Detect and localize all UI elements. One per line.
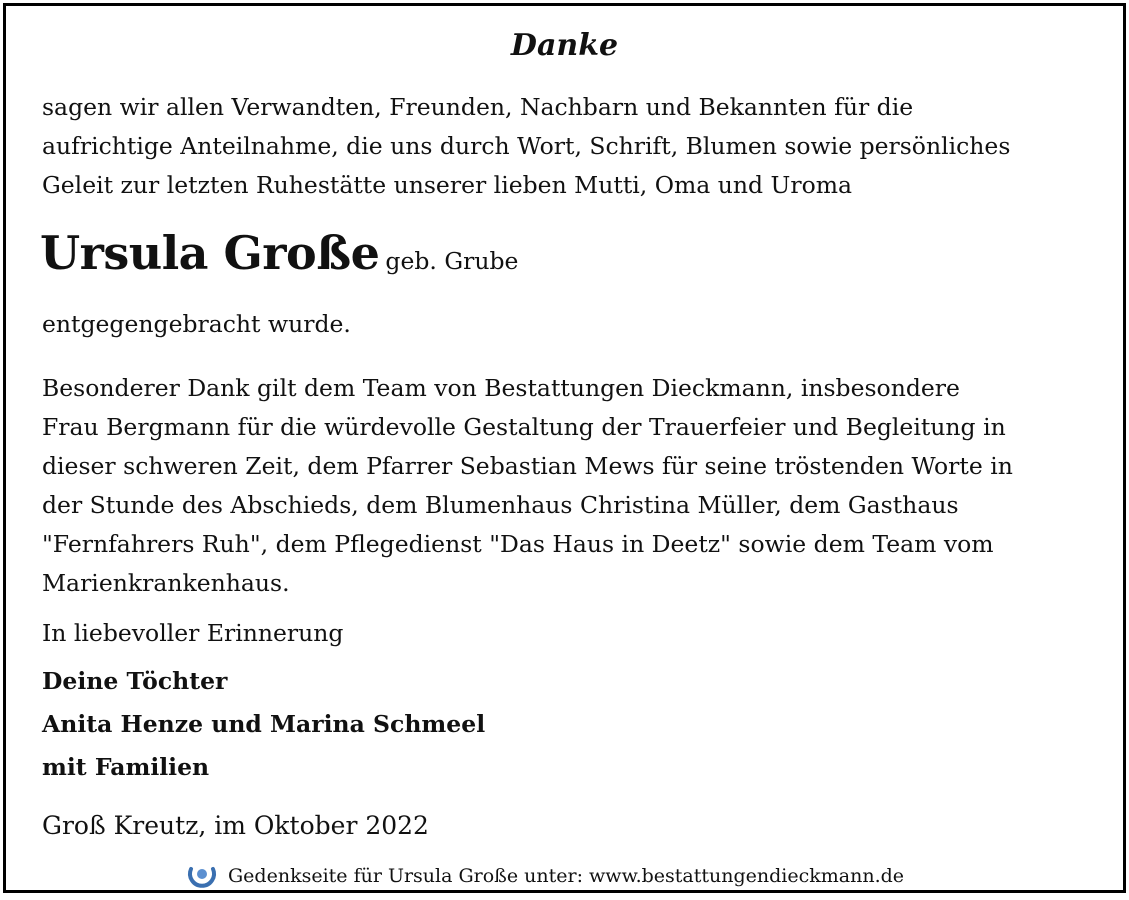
memorial-page-link[interactable]: Gedenkseite für Ursula Große unter: www.bestattungendieckmann.de bbox=[228, 865, 905, 887]
notice-heading: Danke bbox=[510, 28, 619, 63]
intro-line-2: aufrichtige Anteilnahme, die uns durch Wort, Schrift, Blumen sowie persönliches bbox=[42, 132, 1011, 160]
footer bbox=[186, 860, 904, 892]
deceased-name: Ursula Große bbox=[40, 226, 380, 280]
memorial-logo-icon bbox=[186, 860, 218, 892]
maiden-name: geb. Grube bbox=[385, 247, 519, 275]
thanks-line-2: Frau Bergmann für die würdevolle Gestaltung der Trauerfeier und Begleitung in bbox=[42, 413, 1006, 441]
thanks-line-6: Marienkrankenhaus. bbox=[42, 569, 290, 597]
thanks-line-1: Besonderer Dank gilt dem Team von Bestattungen Dieckmann, insbesondere bbox=[42, 374, 960, 402]
thanks-line-3: dieser schweren Zeit, dem Pfarrer Sebastian Mews für seine tröstenden Worte in bbox=[42, 452, 1013, 480]
thanks-line-5: "Fernfahrers Ruh", dem Pflegedienst "Das Haus in Deetz" sowie dem Team vom bbox=[42, 530, 994, 558]
after-name-text: entgegengebracht wurde. bbox=[42, 310, 351, 338]
intro-line-1: sagen wir allen Verwandten, Freunden, Nachbarn und Bekannten für die bbox=[42, 93, 914, 121]
signatory-line-1: Deine Töchter bbox=[42, 667, 228, 695]
deceased-name-line bbox=[40, 226, 518, 280]
signatory-line-2: Anita Henze und Marina Schmeel bbox=[42, 710, 486, 738]
signatory-line-3: mit Familien bbox=[42, 753, 210, 781]
remembrance-text: In liebevoller Erinnerung bbox=[42, 619, 344, 647]
intro-line-3: Geleit zur letzten Ruhestätte unserer lieben Mutti, Oma und Uroma bbox=[42, 171, 853, 199]
thanks-line-4: der Stunde des Abschieds, dem Blumenhaus Christina Müller, dem Gasthaus bbox=[42, 491, 959, 519]
place-date: Groß Kreutz, im Oktober 2022 bbox=[42, 811, 429, 840]
